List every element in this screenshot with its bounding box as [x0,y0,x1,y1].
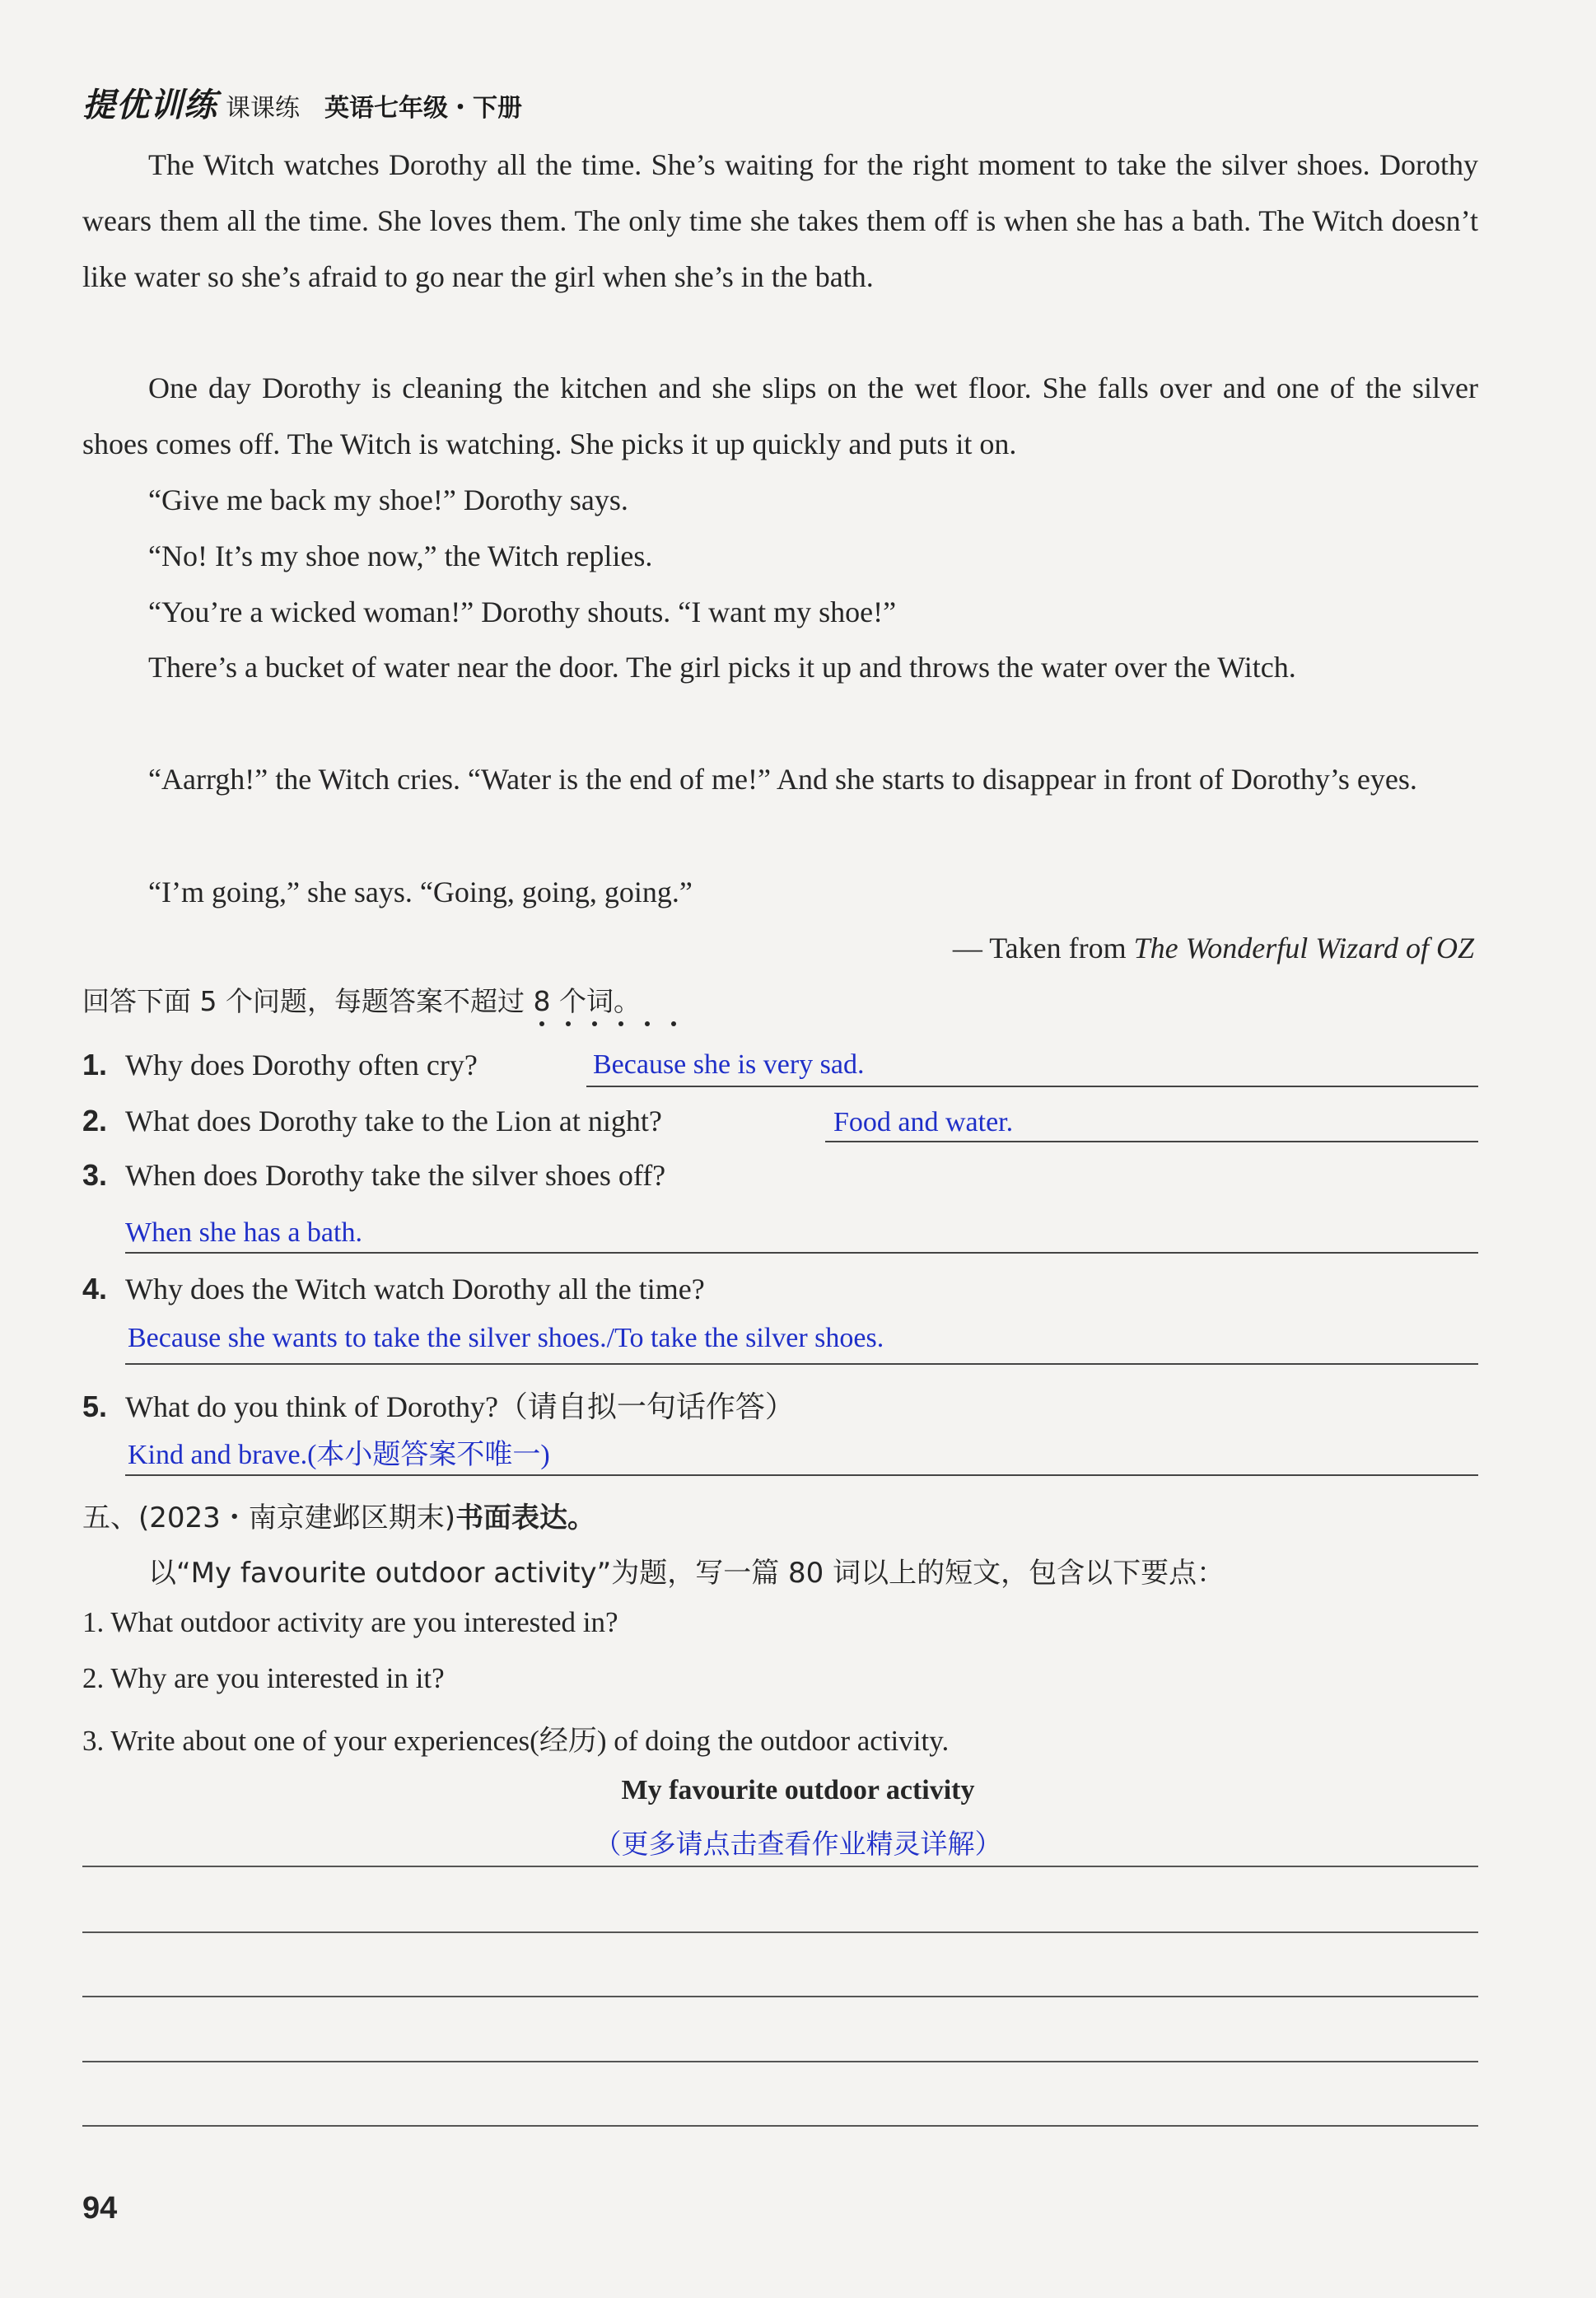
dialogue-line-2: “No! It’s my shoe now,” the Witch replies. [148,539,653,572]
brand-subtitle: 课课练 [226,94,300,123]
answer-line-5 [125,1474,1478,1476]
writing-point-3: 3. Write about one of your experiences(经历) of doing the outdoor activity. [82,1725,950,1757]
passage-paragraph-1: The Witch watches Dorothy all the time. She’s waiting for the right moment to take the silver shoes. Dorothy wears them all the time. She loves them. The only time she takes them off is when she has a bath. The Witch doesn’t like water so she’s afraid to go near the girl when she’s in the bath. [82,148,1478,293]
passage-paragraph-3: There’s a bucket of water near the door. The girl picks it up and throws the water over the Witch. [148,651,1296,684]
emphasis-dots [539,1021,676,1026]
writing-line[interactable] [82,2125,1478,2127]
section-5-requirement: 以“My favourite outdoor activity”为题，写一篇 80 词以上的短文，包含以下要点： [148,1557,1225,1590]
answer-line-4 [125,1363,1478,1365]
question-3: 3. When does Dorothy take the silver shoes off? [82,1158,666,1192]
writing-point-1: 1. What outdoor activity are you interested in? [82,1606,618,1638]
source-prefix: — Taken from [952,932,1134,965]
dialogue-line-4: “I’m going,” she says. “Going, going, going.” [148,876,693,908]
essay-title: My favourite outdoor activity [621,1775,975,1805]
answer-line-2 [825,1141,1478,1142]
questions-instruction: 回答下面 5 个问题，每题答案不超过 8 个词。 [82,985,641,1017]
dialogue-line-1: “Give me back my shoe!” Dorothy says. [148,483,628,516]
answer-2[interactable]: Food and water. [833,1107,1014,1137]
source-title: The Wonderful Wizard of OZ [1133,932,1474,965]
section-5-heading: 五、(2023・南京建邺区期末)书面表达。 [82,1502,596,1534]
question-4: 4. Why does the Witch watch Dorothy all the time? [82,1272,705,1305]
passage-paragraph-4: “Aarrgh!” the Witch cries. “Water is the end of me!” And she starts to disappear in front of Dorothy’s eyes. [148,763,1417,796]
writing-line[interactable] [82,2061,1478,2062]
brand-title: 提优训练 [82,86,217,124]
question-5: 5. What do you think of Dorothy?（请自拟一句话作答） [82,1390,795,1423]
answer-5[interactable]: Kind and brave.(本小题答案不唯一) [128,1440,550,1470]
page-number: 94 [82,2191,118,2226]
writing-line[interactable] [82,1866,1478,1867]
writing-point-2: 2. Why are you interested in it? [82,1662,445,1694]
passage-paragraph-2: One day Dorothy is cleaning the kitchen and she slips on the wet floor. She falls over and one of the silver shoes comes off. The Witch is watching. She picks it up quickly and puts it on. [82,371,1478,460]
answer-line-3 [125,1252,1478,1254]
page-header [82,79,522,122]
writing-line[interactable] [82,1931,1478,1933]
answer-1[interactable]: Because she is very sad. [593,1049,865,1080]
book-title: 英语七年级・下册 [324,94,522,123]
more-details-link[interactable]: （更多请点击查看作业精灵详解） [594,1828,1002,1860]
answer-line-1 [586,1086,1478,1087]
writing-line[interactable] [82,1996,1478,1997]
question-1: 1. Why does Dorothy often cry? [82,1048,478,1081]
passage-source [953,931,1474,965]
answer-4[interactable]: Because she wants to take the silver shoes./To take the silver shoes. [128,1323,884,1353]
question-2: 2. What does Dorothy take to the Lion at night? [82,1104,662,1137]
dialogue-line-3: “You’re a wicked woman!” Dorothy shouts. “I want my shoe!” [148,596,897,628]
answer-3[interactable]: When she has a bath. [125,1217,362,1248]
